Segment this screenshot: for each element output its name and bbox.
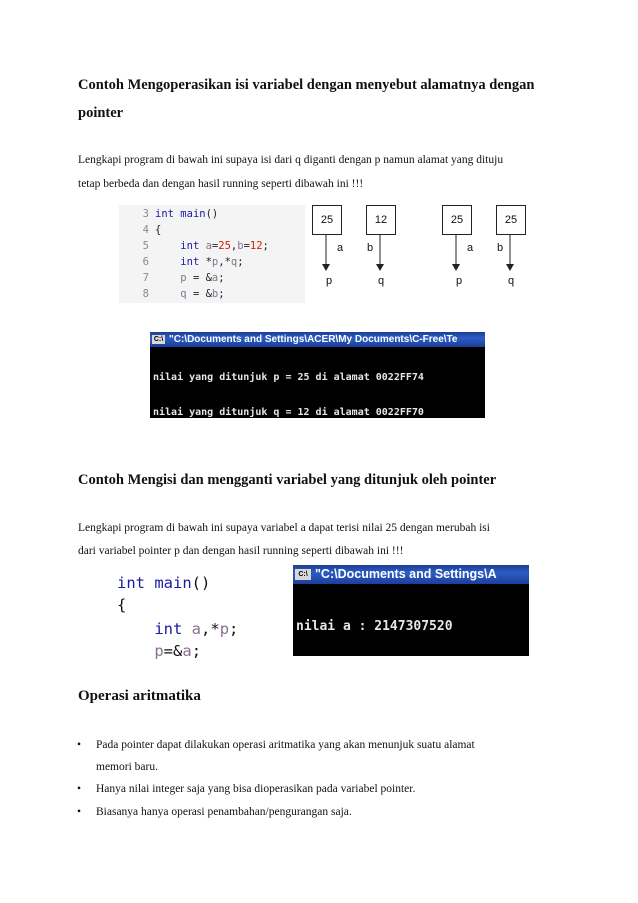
- code-line: int *p,*q;: [180, 256, 244, 268]
- code-line: int main(): [155, 208, 219, 220]
- bullet-list: [0, 734, 638, 834]
- line-number: 3: [142, 208, 149, 220]
- console-titlebar: [293, 565, 529, 584]
- bullet-text: Pada pointer dapat dilakukan operasi aritmatika yang akan menunjuk suatu alamat: [96, 739, 475, 751]
- bullet-text: Biasanya hanya operasi penambahan/pengurangan saja.: [96, 806, 352, 818]
- pointer-diagram-before: [310, 200, 410, 300]
- var-label-b: b: [497, 242, 504, 254]
- ptr-label-p: p: [326, 275, 333, 287]
- console-title: "C:\Documents and Settings\A: [315, 567, 497, 581]
- code-line: {: [155, 224, 162, 236]
- memory-box-a: 25: [442, 205, 472, 235]
- bullet-text-continued: memori baru.: [96, 761, 158, 773]
- code-line: q = &b;: [180, 288, 225, 300]
- var-label-b: b: [367, 242, 374, 254]
- section1-heading: [78, 77, 562, 94]
- line-number: 7: [142, 272, 149, 284]
- section2-heading-text: Mengisi dan mengganti variabel yang ditunjuk oleh pointer: [123, 472, 497, 488]
- console-window-2: [293, 565, 529, 656]
- console-title: "C:\Documents and Settings\ACER\My Documents\C-Free\Te: [169, 334, 458, 345]
- pointer-diagram-after: [440, 200, 540, 300]
- bullet-text: Hanya nilai integer saja yang bisa dioperasikan pada variabel pointer.: [96, 783, 416, 795]
- memory-box-b: 25: [496, 205, 526, 235]
- code-line: int a,*p;: [154, 620, 239, 638]
- section3-heading: Operasi aritmatika: [78, 688, 201, 704]
- section2-paragraph-line1: Lengkapi program di bawah ini supaya variabel a dapat terisi nilai 25 dengan merubah isi: [78, 522, 490, 534]
- section1-heading-lead: Contoh: [78, 77, 124, 93]
- ptr-label-q: q: [508, 275, 515, 287]
- section1-paragraph-line1: Lengkapi program di bawah ini supaya isi dari q diganti dengan p namun alamat yang dituju: [78, 154, 504, 166]
- section2-paragraph-line2: dari variabel pointer p dan dengan hasil running seperti dibawah ini !!!: [78, 545, 404, 557]
- memory-box-a: 25: [312, 205, 342, 235]
- bullet-marker: •: [77, 783, 82, 795]
- console-output: [293, 584, 529, 656]
- line-number: 8: [142, 288, 149, 300]
- memory-box-b: 12: [366, 205, 396, 235]
- bullet-marker: •: [77, 739, 82, 751]
- console-output: [150, 347, 485, 418]
- console-line: nilai a : 2147307520: [296, 619, 453, 634]
- var-label-a: a: [337, 242, 344, 254]
- code-line: {: [117, 596, 127, 614]
- section2-heading: [78, 472, 496, 489]
- console-icon: C:\: [153, 335, 164, 343]
- code-line: p=&a;: [154, 642, 202, 660]
- section1-heading-text: Mengoperasikan isi variabel dengan menyebut alamatnya dengan: [123, 77, 535, 93]
- console-line: nilai yang ditunjuk q = 12 di alamat 0022FF70: [153, 406, 424, 418]
- code-snippet-2: [117, 572, 267, 660]
- console-line: nilai yang ditunjuk p = 25 di alamat 0022FF74: [153, 372, 424, 383]
- bullet-marker: •: [77, 806, 82, 818]
- section1-paragraph-line2: tetap berbeda dan dengan hasil running seperti dibawah ini !!!: [78, 178, 364, 190]
- ptr-label-q: q: [378, 275, 385, 287]
- section1-heading-line2: pointer: [78, 105, 124, 121]
- line-number: 4: [142, 224, 149, 236]
- code-line: int a=25,b=12;: [180, 240, 269, 252]
- code-snippet-1: [119, 205, 305, 303]
- console-titlebar: [150, 332, 485, 347]
- var-label-a: a: [467, 242, 474, 254]
- console-window-1: [150, 332, 485, 418]
- ptr-label-p: p: [456, 275, 463, 287]
- code-line: p = &a;: [180, 272, 225, 284]
- section2-heading-lead: Contoh: [78, 472, 124, 488]
- line-number: 5: [142, 240, 149, 252]
- line-number: 6: [142, 256, 149, 268]
- console-icon: C:\: [295, 569, 311, 580]
- code-line: int main(): [117, 574, 211, 592]
